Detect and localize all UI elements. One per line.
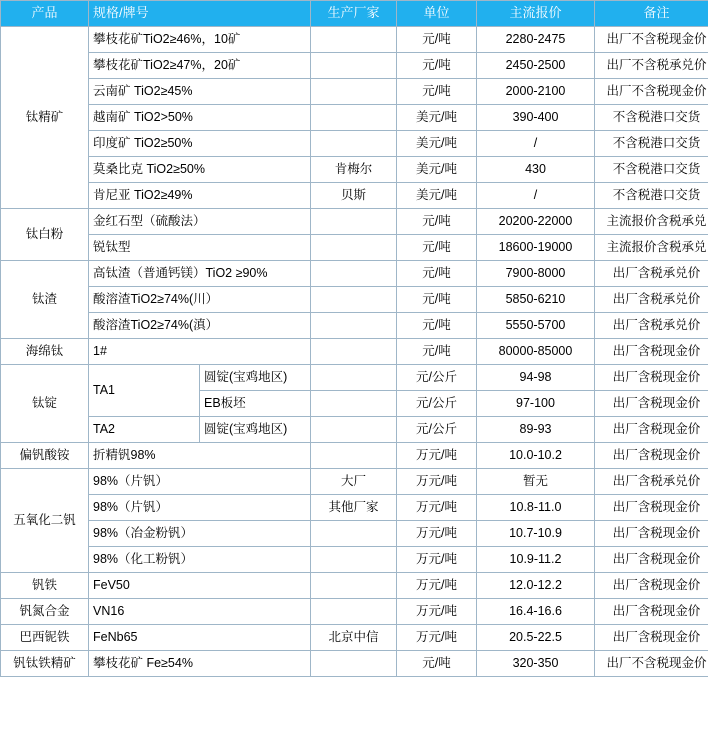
unit-cell: 元/公斤 <box>397 365 477 391</box>
price-cell: 94-98 <box>477 365 595 391</box>
table-row <box>1 625 708 651</box>
note-cell: 不含税港口交货 <box>595 157 708 183</box>
note-cell: 出厂含税现金价 <box>595 339 708 365</box>
price-cell: 390-400 <box>477 105 595 131</box>
spec-cell: 折精钒98% <box>89 443 311 469</box>
unit-cell: 万元/吨 <box>397 495 477 521</box>
product-name-cell: 巴西铌铁 <box>1 625 89 651</box>
manufacturer-cell <box>311 53 397 79</box>
manufacturer-cell <box>311 573 397 599</box>
manufacturer-cell <box>311 365 397 391</box>
table-row <box>1 521 708 547</box>
spec-cell: FeNb65 <box>89 625 311 651</box>
spec-cell: 攀枝花矿TiO2≥47%，20矿 <box>89 53 311 79</box>
table-row <box>1 365 708 391</box>
price-cell: 2000-2100 <box>477 79 595 105</box>
manufacturer-cell <box>311 27 397 53</box>
note-cell: 出厂含税承兑价 <box>595 313 708 339</box>
product-name-cell: 钒钛铁精矿 <box>1 651 89 677</box>
product-name-cell: 钒铁 <box>1 573 89 599</box>
spec-cell: 98%（片钒） <box>89 469 311 495</box>
price-cell: 暂无 <box>477 469 595 495</box>
price-cell: / <box>477 183 595 209</box>
note-cell: 出厂不含税现金价 <box>595 651 708 677</box>
unit-cell: 元/吨 <box>397 651 477 677</box>
note-cell: 出厂含税现金价 <box>595 417 708 443</box>
note-cell: 出厂含税现金价 <box>595 495 708 521</box>
unit-cell: 美元/吨 <box>397 157 477 183</box>
spec-cell: 肯尼亚 TiO2≥49% <box>89 183 311 209</box>
table-header-row <box>1 1 708 27</box>
table-row <box>1 469 708 495</box>
table-row <box>1 287 708 313</box>
table-row <box>1 27 708 53</box>
manufacturer-cell <box>311 261 397 287</box>
table-row <box>1 417 708 443</box>
column-header-product: 产品 <box>1 1 89 27</box>
table-row <box>1 495 708 521</box>
note-cell: 主流报价含税承兑 <box>595 235 708 261</box>
note-cell: 不含税港口交货 <box>595 183 708 209</box>
unit-cell: 元/吨 <box>397 27 477 53</box>
unit-cell: 万元/吨 <box>397 443 477 469</box>
table-row <box>1 235 708 261</box>
table-row <box>1 573 708 599</box>
unit-cell: 元/吨 <box>397 261 477 287</box>
unit-cell: 元/吨 <box>397 53 477 79</box>
manufacturer-cell <box>311 79 397 105</box>
spec-cell: 98%（化工粉钒） <box>89 547 311 573</box>
manufacturer-cell <box>311 287 397 313</box>
price-cell: 5850-6210 <box>477 287 595 313</box>
manufacturer-cell <box>311 105 397 131</box>
unit-cell: 万元/吨 <box>397 599 477 625</box>
price-cell: 2280-2475 <box>477 27 595 53</box>
column-header-spec: 规格/牌号 <box>89 1 311 27</box>
price-cell: 7900-8000 <box>477 261 595 287</box>
unit-cell: 万元/吨 <box>397 547 477 573</box>
manufacturer-cell <box>311 547 397 573</box>
unit-cell: 美元/吨 <box>397 105 477 131</box>
table-body <box>1 27 708 677</box>
spec-cell: 越南矿 TiO2>50% <box>89 105 311 131</box>
spec-cell: 酸溶渣TiO2≥74%(川） <box>89 287 311 313</box>
column-header-manufacturer: 生产厂家 <box>311 1 397 27</box>
column-header-price: 主流报价 <box>477 1 595 27</box>
product-name-cell: 五氧化二钒 <box>1 469 89 573</box>
table-row <box>1 105 708 131</box>
note-cell: 出厂含税承兑价 <box>595 287 708 313</box>
spec-cell: 锐钛型 <box>89 235 311 261</box>
product-name-cell: 钛锭 <box>1 365 89 443</box>
price-cell: 20200-22000 <box>477 209 595 235</box>
spec-cell: 金红石型（硫酸法） <box>89 209 311 235</box>
table-row <box>1 261 708 287</box>
table-row <box>1 651 708 677</box>
price-cell: 18600-19000 <box>477 235 595 261</box>
spec-cell: 攀枝花矿TiO2≥46%，10矿 <box>89 27 311 53</box>
manufacturer-cell <box>311 313 397 339</box>
spec-cell: 98%（冶金粉钒） <box>89 521 311 547</box>
product-name-cell: 钛渣 <box>1 261 89 339</box>
price-cell: 20.5-22.5 <box>477 625 595 651</box>
manufacturer-cell <box>311 417 397 443</box>
table-header <box>1 1 708 27</box>
unit-cell: 万元/吨 <box>397 469 477 495</box>
manufacturer-cell: 其他厂家 <box>311 495 397 521</box>
note-cell: 出厂含税承兑价 <box>595 469 708 495</box>
spec-cell: 1# <box>89 339 311 365</box>
table-row <box>1 157 708 183</box>
note-cell: 主流报价含税承兑 <box>595 209 708 235</box>
price-cell: 10.9-11.2 <box>477 547 595 573</box>
note-cell: 出厂含税现金价 <box>595 547 708 573</box>
note-cell: 不含税港口交货 <box>595 105 708 131</box>
table-row <box>1 443 708 469</box>
price-cell: 10.7-10.9 <box>477 521 595 547</box>
note-cell: 不含税港口交货 <box>595 131 708 157</box>
unit-cell: 元/吨 <box>397 339 477 365</box>
spec-cell: 印度矿 TiO2≥50% <box>89 131 311 157</box>
note-cell: 出厂不含税现金价 <box>595 27 708 53</box>
product-name-cell: 钒氮合金 <box>1 599 89 625</box>
manufacturer-cell: 大厂 <box>311 469 397 495</box>
unit-cell: 元/吨 <box>397 313 477 339</box>
note-cell: 出厂含税现金价 <box>595 443 708 469</box>
price-cell: 10.0-10.2 <box>477 443 595 469</box>
manufacturer-cell <box>311 651 397 677</box>
manufacturer-cell <box>311 235 397 261</box>
manufacturer-cell: 肯梅尔 <box>311 157 397 183</box>
note-cell: 出厂含税现金价 <box>595 391 708 417</box>
note-cell: 出厂含税现金价 <box>595 625 708 651</box>
spec-detail-cell: 圆锭(宝鸡地区) <box>200 365 311 391</box>
manufacturer-cell <box>311 339 397 365</box>
spec-detail-cell: EB板坯 <box>200 391 311 417</box>
price-cell: 89-93 <box>477 417 595 443</box>
product-name-cell: 偏钒酸铵 <box>1 443 89 469</box>
manufacturer-cell <box>311 209 397 235</box>
spec-cell: 酸溶渣TiO2≥74%(滇） <box>89 313 311 339</box>
unit-cell: 元/公斤 <box>397 417 477 443</box>
spec-cell: TA1 <box>89 365 200 417</box>
unit-cell: 元/吨 <box>397 79 477 105</box>
price-cell: 320-350 <box>477 651 595 677</box>
manufacturer-cell <box>311 443 397 469</box>
spec-cell: FeV50 <box>89 573 311 599</box>
note-cell: 出厂含税承兑价 <box>595 261 708 287</box>
unit-cell: 元/吨 <box>397 209 477 235</box>
manufacturer-cell: 贝斯 <box>311 183 397 209</box>
price-cell: 2450-2500 <box>477 53 595 79</box>
price-cell: / <box>477 131 595 157</box>
unit-cell: 万元/吨 <box>397 573 477 599</box>
unit-cell: 元/吨 <box>397 287 477 313</box>
price-cell: 16.4-16.6 <box>477 599 595 625</box>
spec-cell: 攀枝花矿 Fe≥54% <box>89 651 311 677</box>
table-row <box>1 53 708 79</box>
table-row <box>1 131 708 157</box>
product-name-cell: 海绵钛 <box>1 339 89 365</box>
unit-cell: 万元/吨 <box>397 521 477 547</box>
note-cell: 出厂含税现金价 <box>595 365 708 391</box>
table-row <box>1 79 708 105</box>
table-row <box>1 339 708 365</box>
spec-cell: 高钛渣（普通钙镁）TiO2 ≥90% <box>89 261 311 287</box>
table-row <box>1 209 708 235</box>
manufacturer-cell <box>311 391 397 417</box>
table-row <box>1 547 708 573</box>
product-name-cell: 钛白粉 <box>1 209 89 261</box>
manufacturer-cell: 北京中信 <box>311 625 397 651</box>
table-row <box>1 599 708 625</box>
manufacturer-cell <box>311 131 397 157</box>
price-cell: 10.8-11.0 <box>477 495 595 521</box>
spec-cell: 莫桑比克 TiO2≥50% <box>89 157 311 183</box>
column-header-note: 备注 <box>595 1 708 27</box>
table-row <box>1 183 708 209</box>
spec-cell: 云南矿 TiO2≥45% <box>89 79 311 105</box>
page-footer-blank <box>0 677 708 733</box>
price-cell: 430 <box>477 157 595 183</box>
price-cell: 80000-85000 <box>477 339 595 365</box>
manufacturer-cell <box>311 599 397 625</box>
spec-detail-cell: 圆锭(宝鸡地区) <box>200 417 311 443</box>
unit-cell: 元/公斤 <box>397 391 477 417</box>
note-cell: 出厂含税现金价 <box>595 573 708 599</box>
column-header-unit: 单位 <box>397 1 477 27</box>
manufacturer-cell <box>311 521 397 547</box>
note-cell: 出厂含税现金价 <box>595 599 708 625</box>
price-cell: 97-100 <box>477 391 595 417</box>
note-cell: 出厂含税现金价 <box>595 521 708 547</box>
spec-cell: 98%（片钒） <box>89 495 311 521</box>
spec-cell: VN16 <box>89 599 311 625</box>
price-cell: 12.0-12.2 <box>477 573 595 599</box>
price-cell: 5550-5700 <box>477 313 595 339</box>
spec-cell: TA2 <box>89 417 200 443</box>
product-name-cell: 钛精矿 <box>1 27 89 209</box>
table-row <box>1 313 708 339</box>
note-cell: 出厂不含税承兑价 <box>595 53 708 79</box>
unit-cell: 万元/吨 <box>397 625 477 651</box>
unit-cell: 美元/吨 <box>397 183 477 209</box>
unit-cell: 元/吨 <box>397 235 477 261</box>
unit-cell: 美元/吨 <box>397 131 477 157</box>
note-cell: 出厂不含税现金价 <box>595 79 708 105</box>
